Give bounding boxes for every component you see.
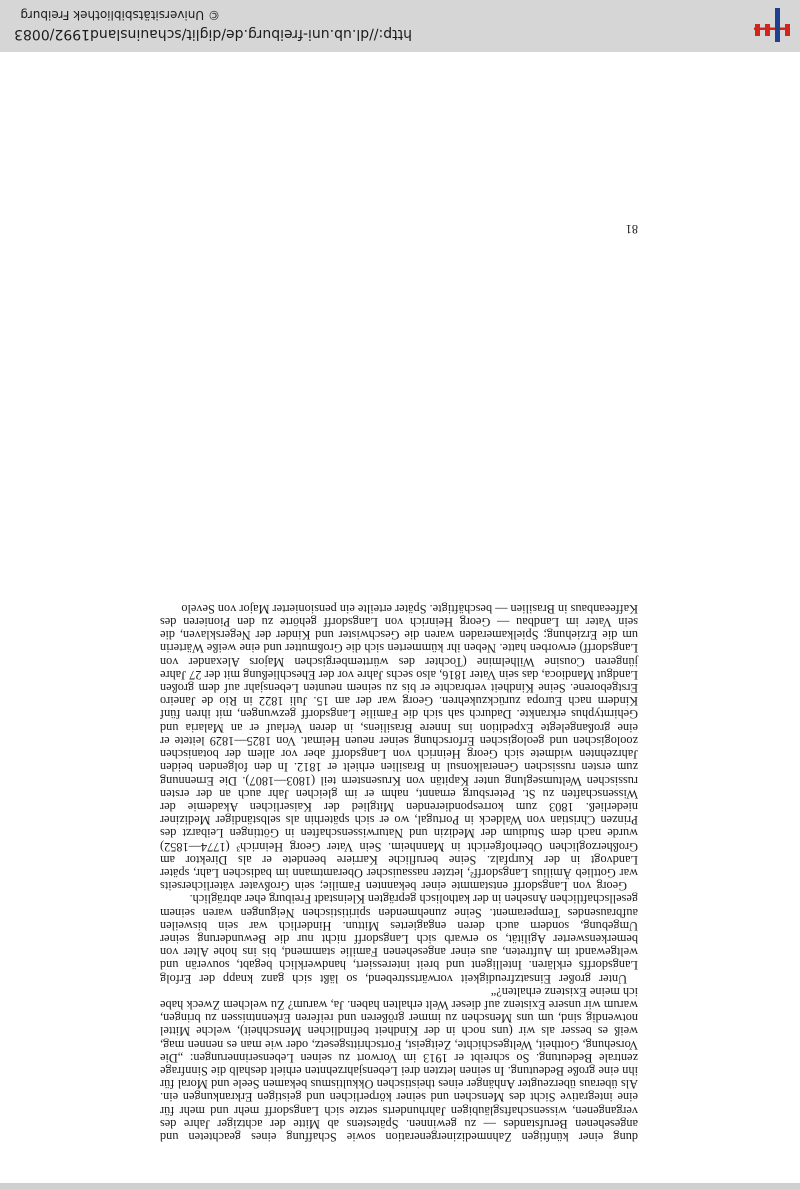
paragraph: dung einer künftigen Zahnmedizinergeneration sowie Schaffung eines geachteten und angesehenen Berufstandes — zu gewinnen. Spätestens ab Mitte der achtziger Jahre des vergangenen, wissenschaftsgläubigen Jahrhunderts setzte sich Langsdorff mehr und mehr für eine integrative Sicht des Menschen und seiner körperlichen und geistigen Erkrankungen ein. Als überaus überzeugter Anhänger eines theistischen Okkultismus bekamen Seele und Moral für ihn eine große Bedeutung. In seinen letzten drei Lebensjahrzehnten erhielt deshalb die Sinnfrage zentrale Bedeutung. So schreibt er 1913 im Vorwort zu seinen Lebenserinnerungen: „Die Vorsehung, Gottheit, Weltgeschichte, Zeitgeist, Fortschrittsgesetz, oder wie man es nennen mag, weiß es besser als wir (uns noch in der Kindheit befindlichen Menschheit), welche Mittel notwendig sind, um uns Menschen zu immer größeren und reiferen Erkenntnissen zu bringen, warum wir unsere Existenz auf dieser Welt erhalten haben. Ja, warum? Zu welchem Zweck habe ich meine Existenz erhalten?“ (160, 984, 638, 1144)
paragraph: Unter großer Einsatzfreudigkeit vorwärtsstrebend, so läßt sich ganz knapp der Erfolg Langsdorffs erklären. Intelligent und breit interessiert, handwerklich begabt, souverän und weltgewandt im Auftreten, aus einer angesehenen Familie stammend, bis ins hohe Alter von bemerkenswerter Agilität, so erwarb sich Langsdorff nicht nur die Bewunderung seiner Umgebung, sondern auch deren engagiertes Mittun. Hinderlich war sein bisweilen aufbrausendes Temperament. Seine zunehmenden spiritistischen Neigungen waren seinem gesellschaftlichen Ansehen in der katholisch geprägten Kleinstadt Freiburg eher abträglich. (160, 892, 638, 986)
copyright-notice: © Universitätsbibliothek Freiburg (20, 8, 220, 22)
info-bar (0, 0, 800, 52)
footer-strip (0, 1183, 800, 1189)
page-number: 81 (625, 222, 638, 236)
scanned-page (0, 52, 800, 1183)
body-text (160, 602, 638, 1143)
ub-freiburg-logo-icon (750, 4, 794, 46)
paragraph: Georg von Langsdorff entstammte einer bekannten Familie; sein Großvater väterlicherseits war Gottlieb Ämilius Langsdorff², letzter nassauischer Oberamtmann im badischen Lahr, später Landvogt in der Kurpfalz. Seine berufliche Karriere beendete er als Direktor am Großherzoglichen Oberhofgericht in Mannheim. Sein Vater Georg Heinrich³ (1774—1852) wurde nach dem Studium der Medizin und Naturwissenschaften in Göttingen Leibarzt des Prinzen Christian von Waldeck in Portugal, wo er sich späterhin als selbständiger Mediziner niederließ. 1803 zum korrespondierenden Mitglied der Kaiserlichen Akademie der Wissenschaften zu St. Petersburg ernannt, nahm er im gleichen Jahr auch an der ersten russischen Weltumseglung unter Kapitän von Krusenstern teil (1803—1807). Die Ernennung zum ersten russischen Generalkonsul in Brasilien erhielt er 1812. In den folgenden beiden Jahrzehnten widmete sich Georg Heinrich von Langsdorff aber vor allem der botanischen zoologischen und geologischen Erforschung seiner neuen Heimat. Von 1825—1829 leitete er eine großangelegte Expedition ins Innere Brasiliens, in deren Verlauf er an Malaria und Gehirntyphus erkrankte. Dadurch sah sich die Familie Langsdorff gezwungen, mit ihren fünf Kindern nach Europa zurückzukehren. Georg war der am 15. Juli 1822 in Rio de Janeiro Erstgeborene. Seine Kindheit verbrachte er bis zu seinem neunten Lebensjahr auf dem großen Landgut Mandioca, das sein Vater 1816, also sechs Jahre vor der Eheschließung mit der 27 Jahre jüngeren Cousine Wilhelmine (Tochter des württembergischen Majors Alexander von Langsdorff) erworben hatte. Neben ihr kümmerten sich die Großmutter und eine weiße Wärterin um die Erziehung; Spielkameraden waren die Geschwister und Kinder der Negersklaven, die sein Vater im Landbau — Georg Heinrich von Langsdorff gehörte zu den Pionieren des Kaffeeanbaus in Brasilien — beschäftigte. Später erteilte ein pensionierter Major von Sevelo (160, 601, 638, 894)
source-url-link[interactable]: http://dl.ub.uni-freiburg.de/diglit/schauinsland1992/0083 (14, 26, 412, 42)
